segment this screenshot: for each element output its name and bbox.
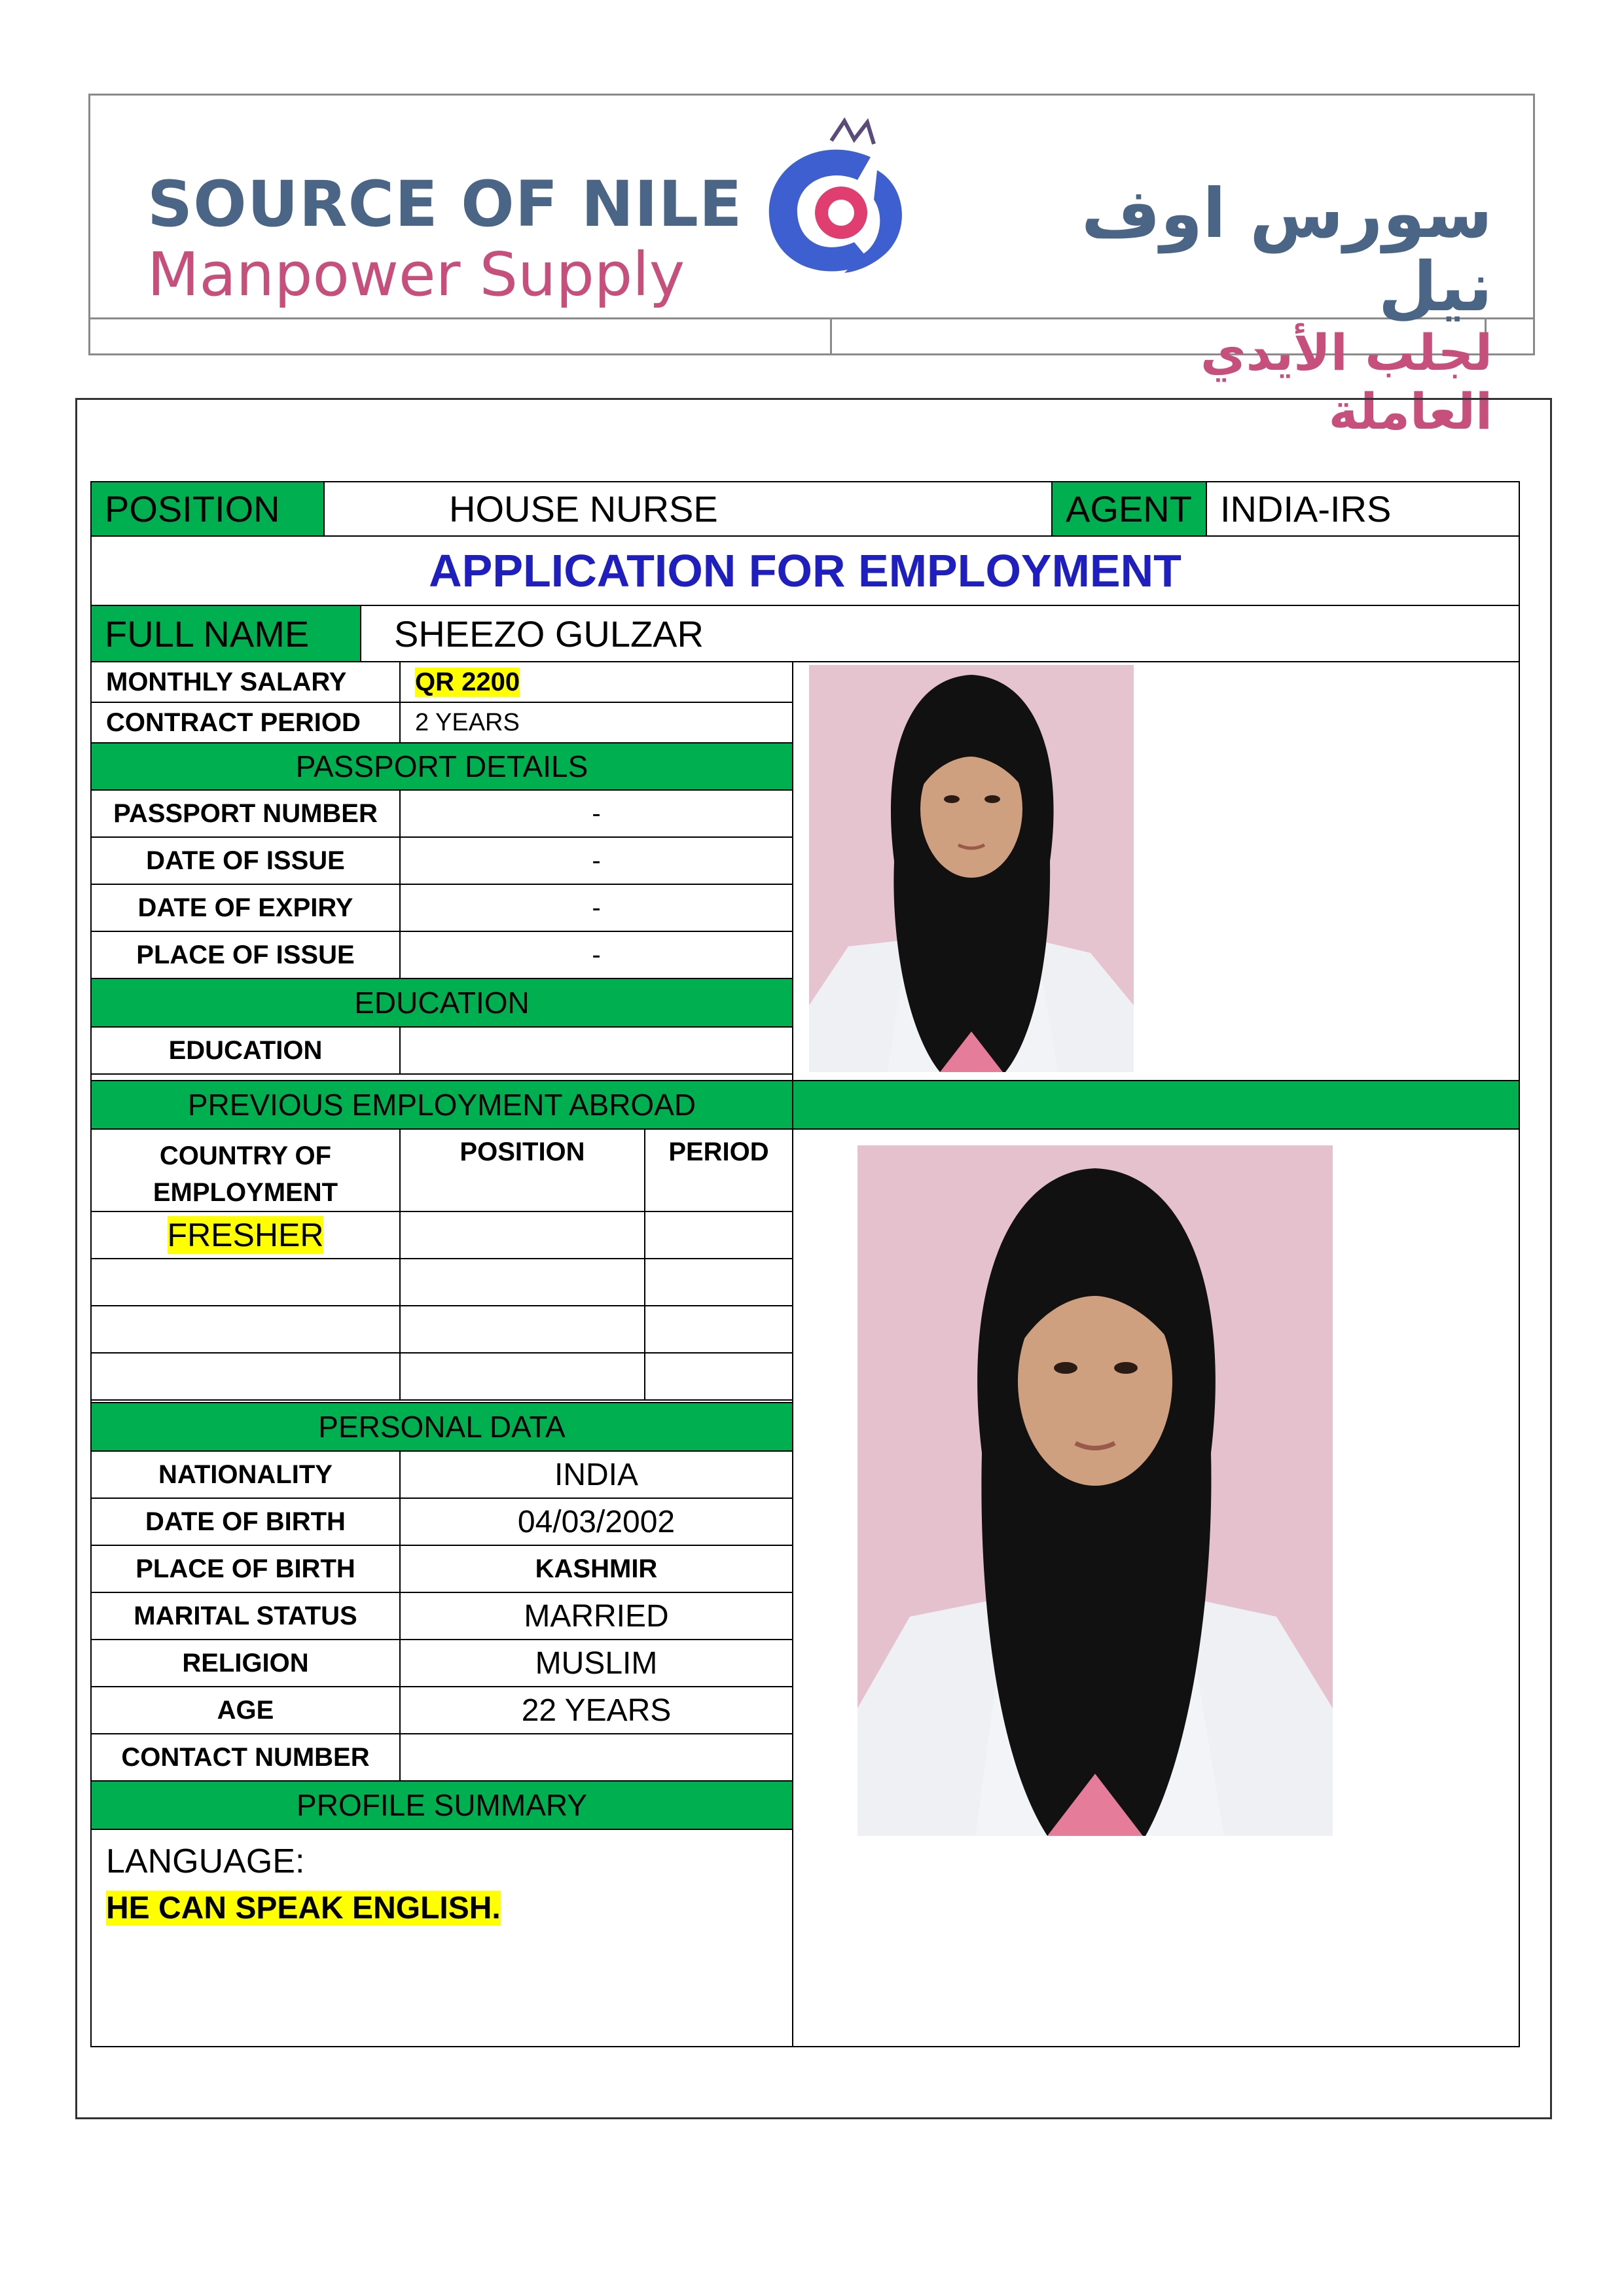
agent-label-cell <box>1051 481 1207 537</box>
religion-value: MUSLIM <box>535 1645 658 1681</box>
employment-row-country-cell <box>90 1258 401 1306</box>
language-value: HE CAN SPEAK ENGLISH. <box>106 1891 501 1926</box>
place-of-issue-label: PLACE OF ISSUE <box>136 940 355 969</box>
position-column-label: POSITION <box>460 1138 585 1166</box>
passport-row-label-cell <box>90 789 401 838</box>
position-value: HOUSE NURSE <box>449 488 718 529</box>
passport-row-label-cell <box>90 836 401 885</box>
applicant-portrait-icon <box>857 1145 1333 1836</box>
contract-period-value: 2 YEARS <box>415 708 520 736</box>
personal-section-title: PERSONAL DATA <box>318 1410 566 1444</box>
personal-row-label-cell <box>90 1450 401 1499</box>
nationality-value: INDIA <box>554 1457 638 1492</box>
salary-value: QR 2200 <box>415 667 520 696</box>
company-name-line1: SOURCE OF NILE <box>147 168 743 241</box>
education-value-cell <box>399 1026 793 1075</box>
marital-status-label: MARITAL STATUS <box>134 1601 357 1630</box>
company-logo-icon <box>740 108 949 304</box>
position-value-cell <box>323 481 1053 537</box>
passport-row-label-cell <box>90 884 401 932</box>
contract-period-label-cell <box>90 702 401 744</box>
salary-label-cell <box>90 661 401 703</box>
personal-row-label-cell <box>90 1545 401 1593</box>
personal-row-label-cell <box>90 1639 401 1687</box>
place-of-birth-label: PLACE OF BIRTH <box>135 1554 355 1583</box>
employment-row-period-cell <box>644 1258 793 1306</box>
personal-row-value-cell <box>399 1545 793 1593</box>
employment-row-position-cell <box>399 1305 645 1354</box>
personal-row-label-cell <box>90 1498 401 1546</box>
marital-status-value: MARRIED <box>524 1598 669 1634</box>
employment-row-period-cell <box>644 1352 793 1401</box>
religion-label: RELIGION <box>182 1648 309 1677</box>
date-of-birth-value: 04/03/2002 <box>517 1504 676 1539</box>
nationality-label: NATIONALITY <box>158 1460 333 1489</box>
passport-row-value-cell <box>399 931 793 979</box>
company-name-english <box>147 168 743 310</box>
employment-row-position-cell <box>399 1211 645 1259</box>
passport-row-label-cell <box>90 931 401 979</box>
date-of-issue-label: DATE OF ISSUE <box>146 846 345 875</box>
language-label: LANGUAGE: <box>106 1842 305 1880</box>
form-title: APPLICATION FOR EMPLOYMENT <box>429 545 1182 596</box>
passport-row-value-cell <box>399 836 793 885</box>
education-section-title: EDUCATION <box>354 986 530 1020</box>
date-of-expiry-label: DATE OF EXPIRY <box>137 893 353 922</box>
agent-value: INDIA-IRS <box>1220 488 1392 529</box>
period-column-label: PERIOD <box>668 1138 769 1166</box>
date-of-issue-value: - <box>592 846 601 875</box>
education-section-header <box>90 978 793 1028</box>
date-of-expiry-value: - <box>592 893 601 922</box>
personal-section-header <box>90 1402 793 1452</box>
salary-label: MONTHLY SALARY <box>106 667 347 696</box>
contract-period-value-cell <box>399 702 793 744</box>
profile-summary-body <box>106 1838 787 1939</box>
profile-section-header <box>90 1780 793 1830</box>
personal-row-label-cell <box>90 1686 401 1734</box>
employment-row-position-cell <box>399 1258 645 1306</box>
age-value: 22 YEARS <box>521 1693 672 1728</box>
profile-section-title: PROFILE SUMMARY <box>297 1788 587 1822</box>
passport-section-title: PASSPORT DETAILS <box>295 749 588 783</box>
employment-row-country-cell <box>90 1211 401 1259</box>
employment-row-period-cell <box>644 1305 793 1354</box>
fresher-value: FRESHER <box>167 1217 324 1253</box>
company-name-arabic-line1: سورس اوف نيل <box>1081 173 1492 327</box>
company-name-arabic-line2: لجلب الأيدي العاملة <box>1200 323 1492 440</box>
country-column-label: COUNTRY OF EMPLOYMENT <box>153 1141 338 1207</box>
education-label-cell <box>90 1026 401 1075</box>
employment-row-position-cell <box>399 1352 645 1401</box>
personal-row-value-cell <box>399 1450 793 1499</box>
position-column-header <box>399 1128 645 1212</box>
letterhead-divider <box>830 317 832 355</box>
passport-number-value: - <box>592 798 601 828</box>
education-label: EDUCATION <box>168 1035 323 1065</box>
full-name-label-cell <box>90 605 361 662</box>
full-name-value-cell <box>360 605 1520 662</box>
contact-number-value <box>401 1734 792 1780</box>
personal-row-value-cell <box>399 1592 793 1640</box>
place-of-issue-value: - <box>592 940 601 969</box>
company-name-line2: Manpower Supply <box>147 240 685 310</box>
date-of-birth-label: DATE OF BIRTH <box>145 1507 346 1536</box>
age-label: AGE <box>217 1695 274 1725</box>
personal-row-label-cell <box>90 1592 401 1640</box>
full-name-value: SHEEZO GULZAR <box>394 613 704 655</box>
form-title-cell <box>90 535 1520 606</box>
period-column-header <box>644 1128 793 1212</box>
agent-value-cell <box>1206 481 1520 537</box>
position-label-cell <box>90 481 325 537</box>
employment-row-country-cell <box>90 1352 401 1401</box>
full-name-label: FULL NAME <box>105 613 310 655</box>
place-of-birth-value: KASHMIR <box>535 1554 658 1583</box>
employment-section-header <box>90 1080 793 1130</box>
salary-value-cell <box>399 661 793 703</box>
personal-row-value-cell <box>399 1639 793 1687</box>
contract-period-label: CONTRACT PERIOD <box>106 708 361 737</box>
employment-section-header-extension <box>792 1080 1520 1130</box>
applicant-photo-small <box>809 665 1134 1072</box>
employment-row-country-cell <box>90 1305 401 1354</box>
employment-section-title: PREVIOUS EMPLOYMENT ABROAD <box>187 1088 696 1122</box>
passport-section-header <box>90 742 793 791</box>
employment-row-period-cell <box>644 1211 793 1259</box>
passport-number-label: PASSPORT NUMBER <box>113 798 378 828</box>
passport-row-value-cell <box>399 884 793 932</box>
personal-row-label-cell <box>90 1733 401 1782</box>
position-label: POSITION <box>105 488 280 529</box>
contact-number-label: CONTACT NUMBER <box>121 1742 370 1772</box>
personal-row-value-cell <box>399 1733 793 1782</box>
agent-label: AGENT <box>1066 488 1192 529</box>
applicant-photo-large <box>857 1145 1333 1836</box>
education-value <box>401 1028 792 1073</box>
applicant-portrait-icon <box>809 665 1134 1072</box>
passport-row-value-cell <box>399 789 793 838</box>
personal-row-value-cell <box>399 1686 793 1734</box>
personal-row-value-cell <box>399 1498 793 1546</box>
country-column-header <box>90 1128 401 1212</box>
